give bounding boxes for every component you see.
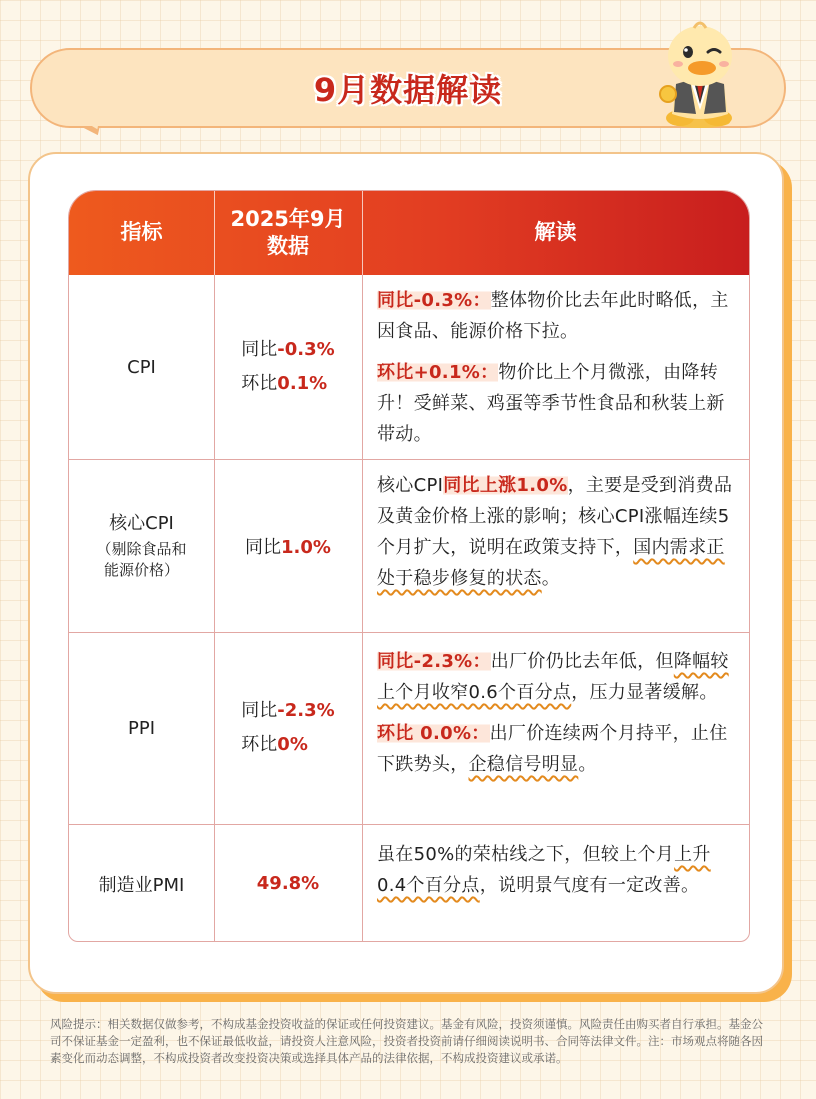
interp-text: ，主要是受到消费品及黄金价格上涨的影响；核心CPI涨幅连续5个月扩大，说明在政策支持下， <box>377 475 733 558</box>
header-data <box>214 191 362 275</box>
indicator-note: （剔除食品和 <box>96 539 187 558</box>
data-value: -0.3% <box>277 338 335 360</box>
interp-text: ，压力显著缓解。 <box>571 682 718 703</box>
header-indicator: 指标 <box>120 220 163 245</box>
indicator-label: CPI <box>127 356 156 378</box>
row-pmi-indicator <box>69 824 214 942</box>
wavy-emphasis: 企稳信号明显 <box>468 754 579 775</box>
header-data-line2: 数据 <box>267 234 309 258</box>
data-label: 同比 <box>241 699 278 721</box>
header-divider <box>362 191 363 275</box>
row-pmi-data <box>214 824 362 942</box>
risk-disclaimer: 风险提示：相关数据仅做参考，不构成基金投资收益的保证或任何投资建议。基金有风险，投资须谨慎。风险责任由购买者自行承担。基金公司不保证基金一定盈利，也不保证最低收益，请投资人注意风险，投资者投资前请仔细阅读说明书、合同等法律文件。注：市场观点将随各因素变化而动态调整，不构成投资者改变投资决策或选择具体产品的法律依据，不构成投资建议或承诺。 <box>50 1017 763 1065</box>
data-value: -2.3% <box>277 699 335 721</box>
row-ppi-interpretation <box>377 646 739 780</box>
highlight-tag: 环比 0.0%： <box>377 723 490 744</box>
wavy-emphasis: 国内需求正处于稳步修复的状态 <box>377 537 725 589</box>
table-header <box>69 191 749 275</box>
indicator-label: 核心CPI <box>109 513 174 535</box>
row-cpi-data <box>214 275 362 459</box>
data-value: 0.1% <box>277 373 328 394</box>
interp-text: 。 <box>578 754 597 775</box>
interp-text: 物价比上个月微涨，由降转升！受鲜菜、鸡蛋等季节性食品和秋装上新带动。 <box>377 362 725 445</box>
wavy-emphasis: 降幅较上个月收窄0.6个百分点 <box>377 651 729 703</box>
interp-text: 虽在50%的荣枯线之下，但较上个月 <box>377 844 675 865</box>
row-ppi-data <box>214 632 362 824</box>
interp-text: 出厂价连续两个月持平，止住下跌势头， <box>377 723 728 775</box>
highlight-tag: 同比-0.3%： <box>377 290 491 311</box>
data-label: 环比 <box>241 373 278 394</box>
page-title: 9月数据解读 <box>313 71 503 109</box>
interp-text: 。 <box>541 568 561 589</box>
row-ppi-indicator <box>69 632 214 824</box>
row-cpi-indicator <box>69 275 214 459</box>
data-value: 0% <box>277 734 308 755</box>
header-divider <box>214 191 215 275</box>
wavy-emphasis: 上升0.4个百分点 <box>377 844 711 896</box>
column-divider <box>362 275 363 942</box>
data-table <box>68 190 750 942</box>
indicator-note: 能源价格） <box>103 560 179 579</box>
interp-text: 整体物价比去年此时略低，主因食品、能源价格下拉。 <box>377 290 729 342</box>
highlight-tag: 同比-2.3%： <box>377 651 491 672</box>
interp-text: ，说明景气度有一定改善。 <box>479 875 700 896</box>
row-core-cpi-data <box>214 459 362 632</box>
data-label: 同比 <box>245 536 282 558</box>
data-value: 49.8% <box>256 873 320 894</box>
duck-mascot-icon <box>650 14 750 130</box>
row-core-cpi-indicator <box>69 459 214 632</box>
data-label: 环比 <box>241 734 278 755</box>
row-cpi-interpretation <box>377 285 739 450</box>
indicator-label: 制造业PMI <box>98 874 185 896</box>
row-pmi-interpretation <box>377 839 739 901</box>
data-value: 1.0% <box>281 536 331 558</box>
interp-text: 出厂价仍比去年低，但 <box>490 651 674 672</box>
data-label: 同比 <box>241 338 278 360</box>
header-data-line1: 2025年9月 <box>230 206 346 231</box>
header-interpretation: 解读 <box>534 220 577 245</box>
interp-text: 核心CPI <box>377 475 444 496</box>
highlight-tag: 同比上涨1.0% <box>443 475 568 496</box>
row-core-cpi-interpretation <box>377 470 739 594</box>
highlight-tag: 环比+0.1%： <box>377 362 499 383</box>
indicator-label: PPI <box>127 717 156 739</box>
